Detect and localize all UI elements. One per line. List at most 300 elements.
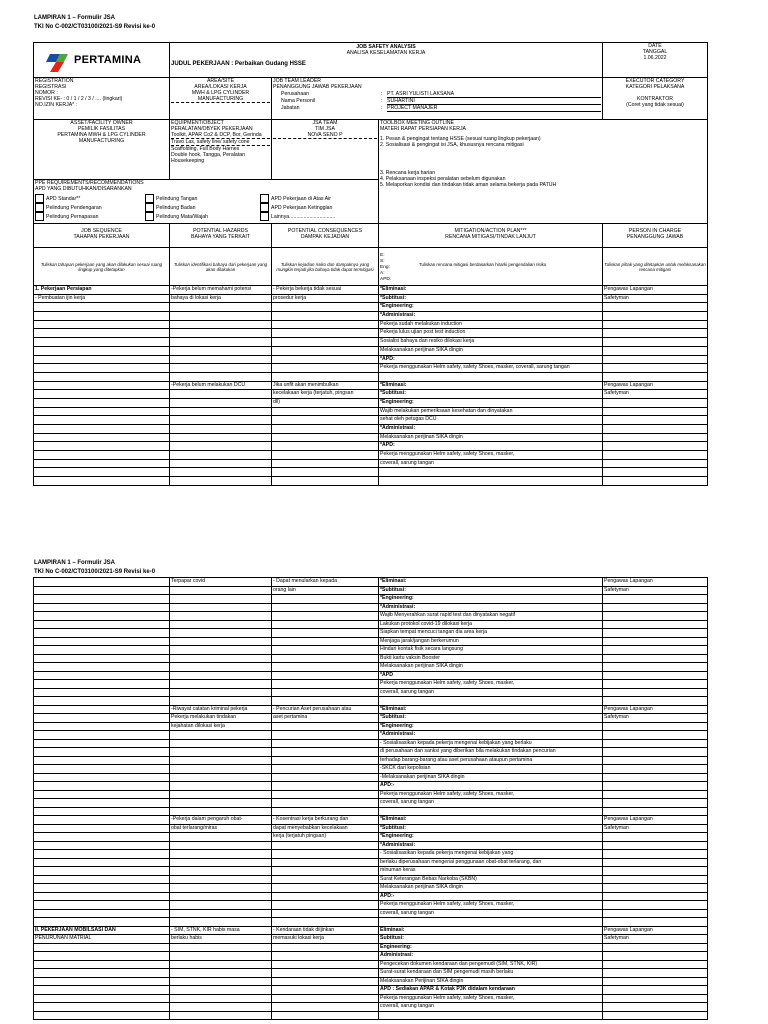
col-seq-label: JOB SEQUENCE [81,228,122,234]
mitigation-cell: Melaksanakan perijinan SIKA dingin [379,346,603,355]
equipment-label: EQUIPMENT/OBJECT [171,120,224,126]
table-row [34,731,708,740]
person-in-charge-cell [603,867,708,876]
job-sequence-cell [34,688,170,697]
hazard-cell [170,646,272,655]
consequence-cell [272,416,379,425]
mitigation-cell: Pekerja menggunakan Helm safety, safety Shoes, masker, coverall, sarung tangan [379,364,603,373]
mitigation-cell: Pekerja menggunakan Helm safety, safety Shoes, masker, [379,790,603,799]
table-row [34,892,708,901]
hint-pic: Tuliskan pihak yang ditetapkan untuk melaksanakan rencana mitigasi [603,248,708,286]
col-seq-label-id: TAHAPAN PEKERJAAN [73,234,130,240]
hazard-cell: -Pekerja dalam pengaruh obat- [170,816,272,825]
consequence-cell [272,909,379,918]
job-sequence-cell [34,858,170,867]
table-row [34,901,708,910]
hazard-cell [170,355,272,364]
person-in-charge-cell: Pengawas Lapangan [603,286,708,295]
table-row [34,841,708,850]
executor-value: KONTRAKTOR [637,96,673,102]
consequence-cell: orang lain [272,586,379,595]
registration-label: REGISTRATION [35,78,74,84]
job-sequence-cell [34,705,170,714]
table-row [34,790,708,799]
person-in-charge-cell [603,850,708,859]
consequence-cell [272,867,379,876]
job-sequence-cell: - Pembuatan ijin kerja [34,294,170,303]
person-in-charge-cell [603,765,708,774]
area-label: AREA/SITE [206,78,235,84]
date-sub: TANGGAL [642,49,668,55]
table-row [34,407,708,416]
table-row [34,867,708,876]
person-in-charge-cell [603,338,708,347]
job-sequence-cell [34,731,170,740]
tl-value-position: PROJECT MANAJER [387,105,601,112]
hazard-cell [170,731,272,740]
mitigation-cell: *Engineering: [379,595,603,604]
hazard-cell: obat terlarang/miras [170,824,272,833]
executor-note: (Coret yang tidak sesuai) [626,102,684,108]
ppe-checkbox[interactable] [35,212,44,221]
table-row [34,620,708,629]
job-sequence-cell [34,663,170,672]
person-in-charge-cell [603,346,708,355]
hazard-cell [170,595,272,604]
hazard-cell [170,629,272,638]
mitigation-cell: APD : Sediakan APAR & Kotak P3K didalam kendaraan [379,986,603,995]
mitigation-cell: terhadap barang-barang atau aset perusahaan ataupun pertamina [379,756,603,765]
hazard-cell [170,841,272,850]
consequence-cell [272,850,379,859]
consequence-cell [272,952,379,961]
lampiran-title-page2: LAMPIRAN 1 – Formulir JSA [34,560,116,566]
table-row [34,416,708,425]
mitigation-cell: Administrasi: [379,952,603,961]
job-sequence-cell [34,901,170,910]
page1-rows [34,286,708,486]
consequence-cell: - Dapat menularkan kepada [272,578,379,587]
mitigation-cell: - Sosialisasikan kepada pekerja mengenai kebijakan yang [379,850,603,859]
hazard-cell [170,680,272,689]
mitigation-cell: berlaku diperusahaan mengenai penggunaan obat-obat terlarang, dan [379,858,603,867]
job-sequence-cell [34,381,170,390]
person-in-charge-cell: Pengawas Lapangan [603,816,708,825]
ppe-checkbox[interactable] [260,194,269,203]
job-sequence-cell [34,355,170,364]
toolbox-cell [379,120,708,224]
table-row [34,952,708,961]
mitigation-cell: coverall, sarung tangan [379,459,603,468]
person-in-charge-cell [603,637,708,646]
table-row [34,739,708,748]
consequence-cell [272,671,379,680]
person-in-charge-cell [603,680,708,689]
hazard-cell [170,867,272,876]
table-row [34,782,708,791]
date-cell [603,43,708,78]
person-in-charge-cell [603,722,708,731]
consequence-cell [272,663,379,672]
mitigation-cell: Melaksanakan perijinan SIKA dingin [379,663,603,672]
toolbox-item: 4. Pelaksanaan inspeksi peralatan sebelum digunakan [380,176,506,182]
job-sequence-cell: 1. Pekerjaan Persiapan [34,286,170,295]
consequence-cell [272,960,379,969]
hint-mit-code: APD: [380,277,392,282]
job-sequence-cell [34,654,170,663]
executor-label: EXECUTOR CATEGORY [625,78,685,84]
consequence-cell [272,722,379,731]
hazard-cell [170,416,272,425]
hint-mit-code: A: [380,271,385,276]
person-in-charge-cell [603,782,708,791]
consequence-cell [272,637,379,646]
table-row [34,398,708,407]
ppe-checkbox[interactable] [260,212,269,221]
mitigation-cell: *Administrasi: [379,312,603,321]
hint-mit [379,248,603,286]
mitigation-cell: Pekerja menggunakan Helm safety, safety Shoes, masker, [379,680,603,689]
person-in-charge-cell [603,416,708,425]
consequence-cell [272,884,379,893]
mitigation-cell: - Sosialisasikan kepada pekerja mengenai kebijakan yang berlaku [379,739,603,748]
person-in-charge-cell [603,1003,708,1012]
mitigation-cell: *Engineering: [379,398,603,407]
mitigation-cell: Melaksanakan Perijinan SIKA dingin [379,977,603,986]
registration-revisi: REVISI KE- : 0 / 1 / 2 / 3 / .... (lingkari) [35,96,123,102]
job-sequence-cell [34,425,170,434]
registration-label-id: REGISTRASI [35,84,67,90]
ppe-label: PPE REQUIREMENTS/RECOMMENDATIONS [35,180,144,186]
ppe-option: Lainnya................................ [271,213,336,220]
consequence-cell [272,595,379,604]
person-in-charge-cell [603,646,708,655]
table-row [34,909,708,918]
person-in-charge-cell [603,841,708,850]
job-sequence-cell [34,875,170,884]
person-in-charge-cell [603,748,708,757]
tki-number: TKI No C-002/CT03100/2021-S9 Revisi ke-0 [34,24,156,30]
mitigation-cell: *Subtitusi: [379,714,603,723]
mitigation-cell: *Administrasi: [379,841,603,850]
person-in-charge-cell [603,329,708,338]
job-sequence-cell [34,620,170,629]
table-row [34,663,708,672]
consequence-cell [272,892,379,901]
consequence-cell [272,372,379,381]
consequence-cell [272,433,379,442]
job-sequence-cell [34,807,170,816]
job-sequence-cell [34,714,170,723]
job-sequence-cell [34,697,170,706]
mitigation-cell: *Eliminasi: [379,816,603,825]
mitigation-cell: *Eliminasi: [379,286,603,295]
registration-izin: NO.IZIN KERJA* : [35,102,78,108]
person-in-charge-cell [603,977,708,986]
team-leader-cell [272,78,603,120]
person-in-charge-cell [603,731,708,740]
person-in-charge-cell [603,612,708,621]
jsa-title-id: ANALISA KESELAMATAN KERJA [346,50,426,56]
consequence-cell [272,790,379,799]
person-in-charge-cell [603,756,708,765]
toolbox-label-id: MATERI RAPAT PERSIAPAN KERJA [380,126,466,132]
table-row [34,875,708,884]
person-in-charge-cell [603,372,708,381]
hazard-cell [170,654,272,663]
job-sequence-cell [34,918,170,927]
hint-seq: Tuliskan tahapan pekerjaan yang akan dilakukan sesuai ruang lingkup yang ditetapkan [34,248,170,286]
ppe-option: Pelindung Mata/Wajah [156,213,209,220]
table-row [34,355,708,364]
facility-label-id: PEMILIK FASILITAS [77,126,126,132]
table-row [34,714,708,723]
hazard-cell [170,586,272,595]
person-in-charge-cell: Safetyman [603,294,708,303]
person-in-charge-cell [603,425,708,434]
col-haz-header [170,224,272,248]
mitigation-cell: Melaksanakan perijinan SIKA dingin [379,433,603,442]
mitigation-cell [379,372,603,381]
hazard-cell [170,468,272,477]
person-in-charge-cell: Pengawas Lapangan [603,705,708,714]
ppe-checkbox[interactable] [145,203,154,212]
consequence-cell [272,468,379,477]
table-row [34,680,708,689]
job-sequence-cell [34,722,170,731]
consequence-cell [272,654,379,663]
job-sequence-cell [34,765,170,774]
table-row [34,756,708,765]
mitigation-cell [379,1011,603,1020]
mitigation-cell: *Subtitusi: [379,586,603,595]
mitigation-cell: Pekerja menggunakan Helm safety, safety Shoes, masker, [379,901,603,910]
person-in-charge-cell [603,312,708,321]
job-sequence-cell: PENURUNAN MATRIAL [34,935,170,944]
job-sequence-cell [34,960,170,969]
table-row [34,433,708,442]
mitigation-cell: di perusahaan dan sanksi yang diberikan bila melakukan tindakan pencurian [379,748,603,757]
mitigation-cell: Pekerja lulus ujian post test induction [379,329,603,338]
job-sequence-cell [34,867,170,876]
mitigation-cell: APD:- [379,892,603,901]
consequence-cell [272,338,379,347]
person-in-charge-cell [603,433,708,442]
mitigation-cell: -SKCK dari kepolisian [379,765,603,774]
consequence-cell: memasuki lokasi kerja [272,935,379,944]
job-sequence-cell [34,969,170,978]
hazard-cell [170,790,272,799]
consequence-cell [272,739,379,748]
mitigation-cell: Wajib Menyerahkan surat rapid test dan dinyatakan negatif [379,612,603,621]
job-sequence-cell [34,329,170,338]
mitigation-cell: *Subtitusi: [379,390,603,399]
hazard-cell [170,620,272,629]
hazard-cell: - SIM, STNK, KIR habis masa [170,926,272,935]
hazard-cell [170,943,272,952]
mitigation-cell: *APD: [379,442,603,451]
hazard-cell [170,901,272,910]
consequence-cell: dapat menyebabkan kecelakaan [272,824,379,833]
toolbox-item: 3. Rencana kerja harian [380,170,436,176]
person-in-charge-cell [603,459,708,468]
col-pic-header [603,224,708,248]
registration-nomor: NOMOR : [35,90,58,96]
equipment-label-id: PERALATAN/OBYEK PEKERJAAN [171,126,253,132]
person-in-charge-cell [603,320,708,329]
hazard-cell [170,960,272,969]
page2-rows [34,578,708,1020]
mitigation-cell: coverall, sarung tangan [379,688,603,697]
table-row [34,329,708,338]
tl-value-company: PT. ASRI YULISTI LAKSANA [387,91,601,98]
facility-label: ASSET/FACILITY OWNER [70,120,133,126]
tl-key-position: Jabatan [281,105,300,111]
consequence-cell [272,312,379,321]
job-sequence-cell [34,390,170,399]
mitigation-cell [379,477,603,486]
table-row [34,612,708,621]
jsa-team-label: JSA TEAM [312,120,338,126]
hazard-cell [170,986,272,995]
table-row [34,705,708,714]
job-sequence-cell [34,372,170,381]
job-sequence-cell [34,346,170,355]
hint-mit-text: Tuliskan rencana mitigasi berdasarkan hirarki pengendalian risiko [419,262,547,267]
hazard-cell [170,994,272,1003]
job-sequence-cell [34,816,170,825]
job-sequence-cell [34,477,170,486]
hazard-cell [170,833,272,842]
person-in-charge-cell [603,303,708,312]
table-row [34,1011,708,1020]
mitigation-cell: *Subtitusi: [379,824,603,833]
hazard-cell: -Riwayat catatan kriminal pekerja [170,705,272,714]
ppe-checkbox[interactable] [145,194,154,203]
job-sequence-cell [34,680,170,689]
person-in-charge-cell [603,671,708,680]
person-in-charge-cell [603,858,708,867]
consequence-cell: - Kendaraan tidak diijinkan [272,926,379,935]
job-sequence-cell [34,841,170,850]
table-row [34,603,708,612]
hazard-cell: Terpapar covid [170,578,272,587]
job-sequence-cell [34,833,170,842]
ppe-label-id: APD YANG DIBUTUHKAN/DISARANKAN [35,186,132,192]
hazard-cell [170,909,272,918]
table-row [34,303,708,312]
facility-cell [34,120,170,180]
table-row [34,586,708,595]
mitigation-cell [379,918,603,927]
person-in-charge-cell: Safetyman [603,390,708,399]
mitigation-cell: coverall, sarung tangan [379,799,603,808]
tl-sep: : [381,91,383,97]
table-row [34,1003,708,1012]
consequence-cell [272,680,379,689]
hazard-cell [170,442,272,451]
consequence-cell [272,407,379,416]
hazard-cell [170,884,272,893]
person-in-charge-cell [603,1011,708,1020]
table-row [34,926,708,935]
hazard-cell: berlaku habis [170,935,272,944]
col-con-header [272,224,379,248]
mitigation-cell: Sosialisi bahaya dan resiko dilokasi kerja [379,338,603,347]
col-mit-label-id: RENCANA MITIGASI/TINDAK LANJUT [445,234,536,240]
table-row [34,637,708,646]
hint-mit-code: S: [380,259,385,264]
person-in-charge-cell [603,442,708,451]
consequence-cell [272,425,379,434]
mitigation-cell: Menjaga jarak/jangan berkerumun [379,637,603,646]
hazard-cell [170,303,272,312]
hazard-cell [170,390,272,399]
job-sequence-cell [34,578,170,587]
job-sequence-cell [34,892,170,901]
executor-label-id: KATEGORI PELAKSANA [625,84,685,90]
col-pic-label: PERSON IN CHARGE [628,228,682,234]
job-sequence-cell [34,459,170,468]
table-row [34,765,708,774]
job-sequence-cell [34,433,170,442]
hazard-cell [170,782,272,791]
person-in-charge-cell: Pengawas Lapangan [603,381,708,390]
mitigation-cell: *Eliminasi: [379,578,603,587]
mitigation-cell: coverall, sarung tangan [379,909,603,918]
consequence-cell [272,477,379,486]
jsa-team-value: NOVA SENO P [273,132,377,139]
toolbox-item: 1. Pesan & pengingat tentang HSSE (sesuai ruang lingkup pekerjaan) [380,136,541,142]
person-in-charge-cell [603,901,708,910]
consequence-cell [272,688,379,697]
ppe-checkbox[interactable] [35,194,44,203]
job-sequence-cell [34,909,170,918]
registration-cell [34,78,170,120]
person-in-charge-cell [603,620,708,629]
table-row [34,595,708,604]
table-row [34,807,708,816]
hazard-cell [170,952,272,961]
hazard-cell: bahaya di lokasi kerja [170,294,272,303]
lampiran-title: LAMPIRAN 1 – Formulir JSA [34,15,116,21]
hazard-cell [170,756,272,765]
ppe-option: APD Pekerjaan Ketinggian [271,204,333,211]
ppe-checkbox[interactable] [145,212,154,221]
table-row [34,286,708,295]
consequence-cell [272,451,379,460]
consequence-cell [272,603,379,612]
consequence-cell [272,901,379,910]
consequence-cell [272,442,379,451]
job-sequence-cell [34,646,170,655]
person-in-charge-cell: Pengawas Lapangan [603,926,708,935]
hint-mit-code: E: [380,253,385,258]
person-in-charge-cell [603,943,708,952]
job-sequence-cell [34,612,170,621]
ppe-checkbox[interactable] [260,203,269,212]
person-in-charge-cell [603,875,708,884]
consequence-cell [272,303,379,312]
team-leader-label: JOB TEAM LEADER [273,78,322,84]
equipment-line: Toolkit, APAR Co2 & DCP, Bor, Gerinda [171,132,270,139]
table-row [34,816,708,825]
person-in-charge-cell [603,355,708,364]
job-sequence-cell [34,977,170,986]
ppe-checkbox[interactable] [35,203,44,212]
consequence-cell: - Kosentrasi kerja berkurang dan [272,816,379,825]
job-sequence-cell [34,586,170,595]
